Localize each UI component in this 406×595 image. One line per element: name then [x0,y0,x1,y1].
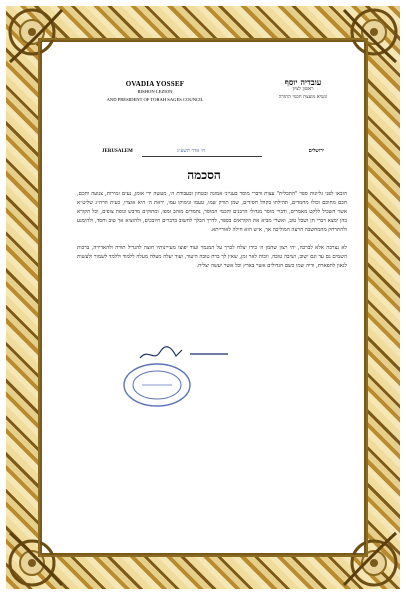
body-paragraph: הובאו לפני גליונות ספר "התכלית" עצות ודברי מוסר בענייני אמונה ובטחון ובעבודת ה׳, מעשה ידי אומן, נעים זמירות, צנועה וחכם, חכם מחוכם וכולו מחמדים, תהילתו בקהל חסידים, שמן תורק שמו, טעמו ונימוקו עמו, יראת ה׳ היא אוצרו, כעית הרה״ג שליט״א אשר השכיל ללקט מאמרים, ודברי מוסר מגדולי הרבנים והכמי המוסר, נחמדים מזהב ומפז, ומתוקים מדבש ונופת צופים, וכל הקורא בהן ימצא דברי חן ושכל טוב, ואשרי מביא את הקוראים בספר, לדרך הבלך לחשוב בדברים חיובכים, ולהוציא אך טוב וחסד, ולהימנע ולהתרחק מהמחשבה הרעה המוליכה אך, איש הוא חילה לאורייתא. [77,191,347,233]
approbation-letter [52,56,356,556]
body-paragraph: לא נצרכה אלא לברכה, יהי רצון שהמן ה׳ בידו יצלח לכרך על המגמר ועוד יפוצו מעייינותיו חוצה להגדיל תורה ולהאדירה, ברכות השמים גם עד וגם ישוב, ושיבה טובה, וזכות לאר זמן, שאין לך ברח טובה היעוד, ועוד יעלה מעלה מעלה ללמוד וללמד לשמור ולעשות לגאון לתפארת, ודיה שמו כשם הגדולים אשר בארץ וכל אשר יעשה יצליח. [77,245,347,269]
letterhead-english-subtitle: AND PRESIDENT OF TORAH SAGES COUNCIL [106,97,204,102]
letterhead-hebrew-subtitle: ונשיא מועצת חכמי התורה [278,95,328,100]
signature-scribble-icon [138,344,238,364]
letter-body [77,190,347,280]
official-stamp [122,362,192,408]
letterhead-english-title: RISHON LEZION [137,89,173,94]
letterhead-hebrew-title: ראשון לציון [292,87,314,92]
handwritten-date: ח׳ אדר תשע״ג [177,148,206,154]
letterhead-hebrew-name: עובדיה יוסף [284,77,322,87]
letterhead-english [96,80,214,104]
document-title: הסכמה [187,168,221,182]
letterhead-hebrew [258,78,348,102]
date-underline [142,156,262,157]
letterhead-english-name: OVADIA YOSSEF [125,80,185,88]
city-hebrew: ירושלים [308,148,324,154]
city-english: JERUSALEM [102,149,133,154]
signature [138,344,238,364]
dateline [82,148,344,158]
